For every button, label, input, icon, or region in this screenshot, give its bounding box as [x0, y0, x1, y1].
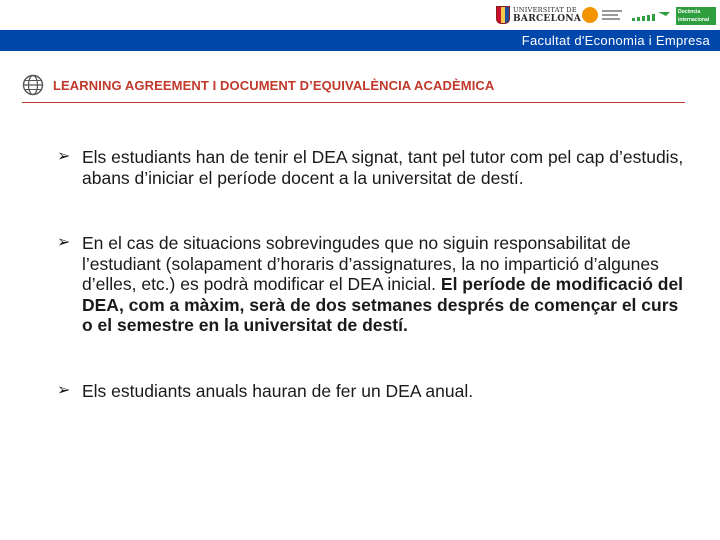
header-logos: [496, 4, 716, 28]
orange-circle-logo-icon: [582, 7, 598, 23]
arrow-logo-icon: [632, 10, 672, 22]
bullet-item-2: [57, 233, 687, 336]
section-title: LEARNING AGREEMENT I DOCUMENT D’EQUIVALÈNCIA ACADÈMICA: [53, 77, 495, 93]
globe-icon: [22, 74, 44, 96]
faculty-bar: [0, 30, 720, 51]
bullet-text-2-bold: El període de modificació del DEA, com a màxim, serà de dos setmanes després de començar el curs o el semestre en la universitat de destí.: [82, 274, 684, 335]
university-logo: [496, 6, 581, 24]
bullet-item-1: [57, 147, 687, 188]
bullet-text-2: En el cas de situacions sobrevingudes que no siguin responsabilitat de l’estudiant (solapament d’horaris d’assignatures, la no impartició d’algunes d’elles, etc.) es podrà modificar el DEA inicial.: [82, 233, 659, 294]
small-logo-icon: [602, 8, 628, 22]
arrow-bullet-icon: ➢: [57, 148, 71, 165]
crest-icon: [496, 6, 510, 24]
bullet-item-3: [57, 381, 687, 402]
green-logo: Docència internacional: [676, 7, 716, 25]
bullet-text-1: Els estudiants han de tenir el DEA signat, tant pel tutor com pel cap d’estudis, abans d’iniciar el període docent a la universitat de destí.: [82, 147, 684, 188]
bullet-text-3: Els estudiants anuals hauran de fer un DEA anual.: [82, 380, 474, 401]
faculty-name: Facultat d'Economia i Empresa: [521, 33, 710, 48]
section-header: [22, 74, 494, 96]
arrow-bullet-icon: ➢: [57, 381, 71, 399]
university-name-line2: BARCELONA: [513, 14, 582, 24]
arrow-bullet-icon: ➢: [57, 234, 71, 251]
title-divider: [22, 102, 685, 103]
bullet-list: [57, 147, 687, 446]
university-name-line1: UNIVERSITAT DE: [513, 6, 577, 14]
